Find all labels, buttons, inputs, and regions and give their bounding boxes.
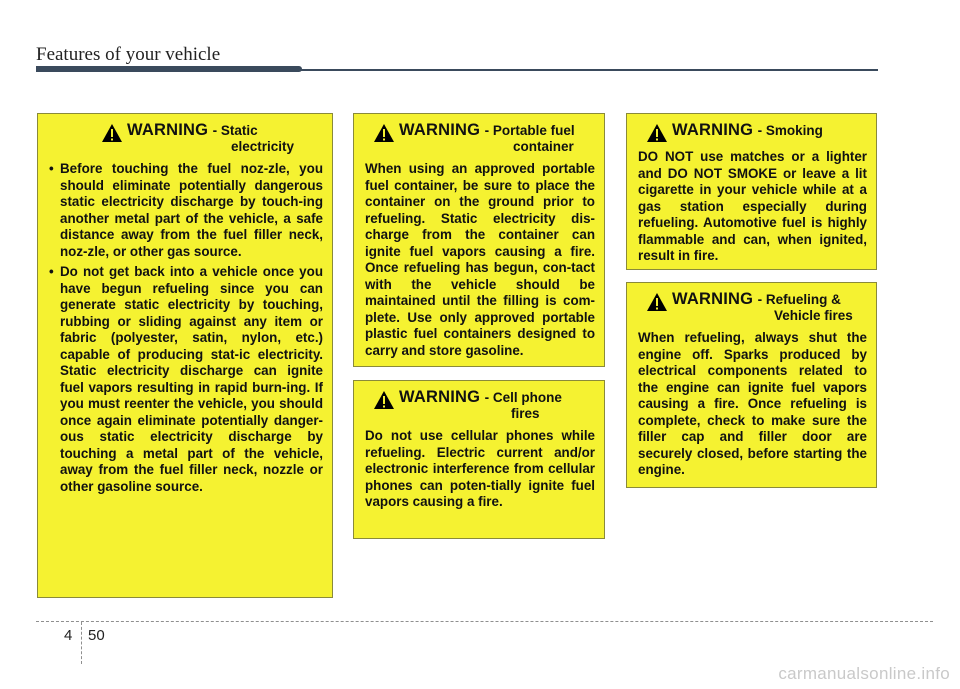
warning-cell-phone-fires: [353, 380, 605, 539]
warning-triangle-icon: [101, 123, 123, 143]
warning-header: [638, 291, 867, 324]
warning-portable-fuel-container: [353, 113, 605, 367]
warning-subtitle: - Portable fuel: [484, 123, 575, 138]
warning-triangle-icon: [646, 292, 668, 312]
warning-triangle-icon: [373, 390, 395, 410]
warning-refueling-vehicle-fires: [626, 282, 877, 488]
warning-body: Do not use cellular phones while refueling. Electric current and/or electronic interference from cellular phones can poten-tially ignite fuel vapors causing a fire.: [365, 428, 595, 509]
warning-header: [49, 122, 323, 155]
warning-subtitle-line2: electricity: [231, 139, 295, 154]
warning-label: WARNING: [127, 121, 209, 139]
warning-label: WARNING: [399, 388, 481, 406]
warning-label: WARNING: [672, 121, 754, 139]
header-rule: [300, 69, 878, 71]
page-header-title: Features of your vehicle: [36, 44, 221, 65]
list-item: • Do not get back into a vehicle once you have begun refueling since you can generate static electricity by touching, rubbing or sliding against any item or fabric (polyester, satin, nylon, etc.) capable of producing stat-ic electricity. Static electricity discharge can ignite fuel vapors resulting in rapid burn-ing. If you must reenter the vehicle, you should once again eliminate potentially danger-ous static electricity discharge by touching a metal part of the vehicle, away from the fuel filler neck, nozzle or other gasoline source.: [49, 264, 323, 495]
warning-triangle-icon: [646, 123, 668, 143]
warning-header: [365, 389, 595, 422]
watermark: carmanualsonline.info: [778, 664, 950, 683]
warning-label: WARNING: [672, 290, 754, 308]
warning-subtitle: - Smoking: [757, 123, 823, 138]
header-bar: [36, 66, 302, 72]
warning-subtitle-line2: Vehicle fires: [774, 308, 853, 323]
warning-smoking: [626, 113, 877, 270]
warning-body: When refueling, always shut the engine off. Sparks produced by electrical components related to the engine can ignite fuel vapors causing a fire. Once refueling is complete, check to make sure the filler cap and filler door are securely closed, before starting the engine.: [638, 330, 867, 477]
warning-body: When using an approved portable fuel container, be sure to place the container on the ground prior to refueling. Static electricity dis-charge from the container can ignite fuel vapors causing a fire. Once refueling has begun, con-tact with the vehicle should be maintained until the filling is com-plete. Use only approved portable plastic fuel containers designed to carry and store gasoline.: [365, 161, 595, 358]
list-item: • Before touching the fuel noz-zle, you should eliminate potentially dangerous static electricity discharge by touch-ing another metal part of the vehicle, a safe distance away from the fuel filler neck, noz-zle, or other gas source.: [49, 161, 323, 260]
warning-body: DO NOT use matches or a lighter and DO NOT SMOKE or leave a lit cigarette in your vehicle while at a gas station especially during refueling. Automotive fuel is highly flammable and can, when ignited, result in fire.: [638, 149, 867, 263]
warning-triangle-icon: [373, 123, 395, 143]
warning-subtitle-line2: fires: [511, 406, 540, 421]
footer-rule: [36, 621, 933, 622]
warning-label: WARNING: [399, 121, 481, 139]
warning-header: [365, 122, 595, 155]
footer-divider: [81, 622, 82, 664]
chapter-number: 4: [64, 627, 73, 644]
page-number: 50: [88, 627, 105, 644]
warning-static-electricity: [37, 113, 333, 598]
warning-list: [49, 161, 323, 495]
warning-subtitle: - Cell phone: [484, 390, 562, 405]
warning-subtitle: - Refueling &: [757, 292, 841, 307]
warning-subtitle-line2: container: [513, 139, 574, 154]
warning-subtitle: - Static: [212, 123, 258, 138]
warning-header: [638, 122, 867, 143]
